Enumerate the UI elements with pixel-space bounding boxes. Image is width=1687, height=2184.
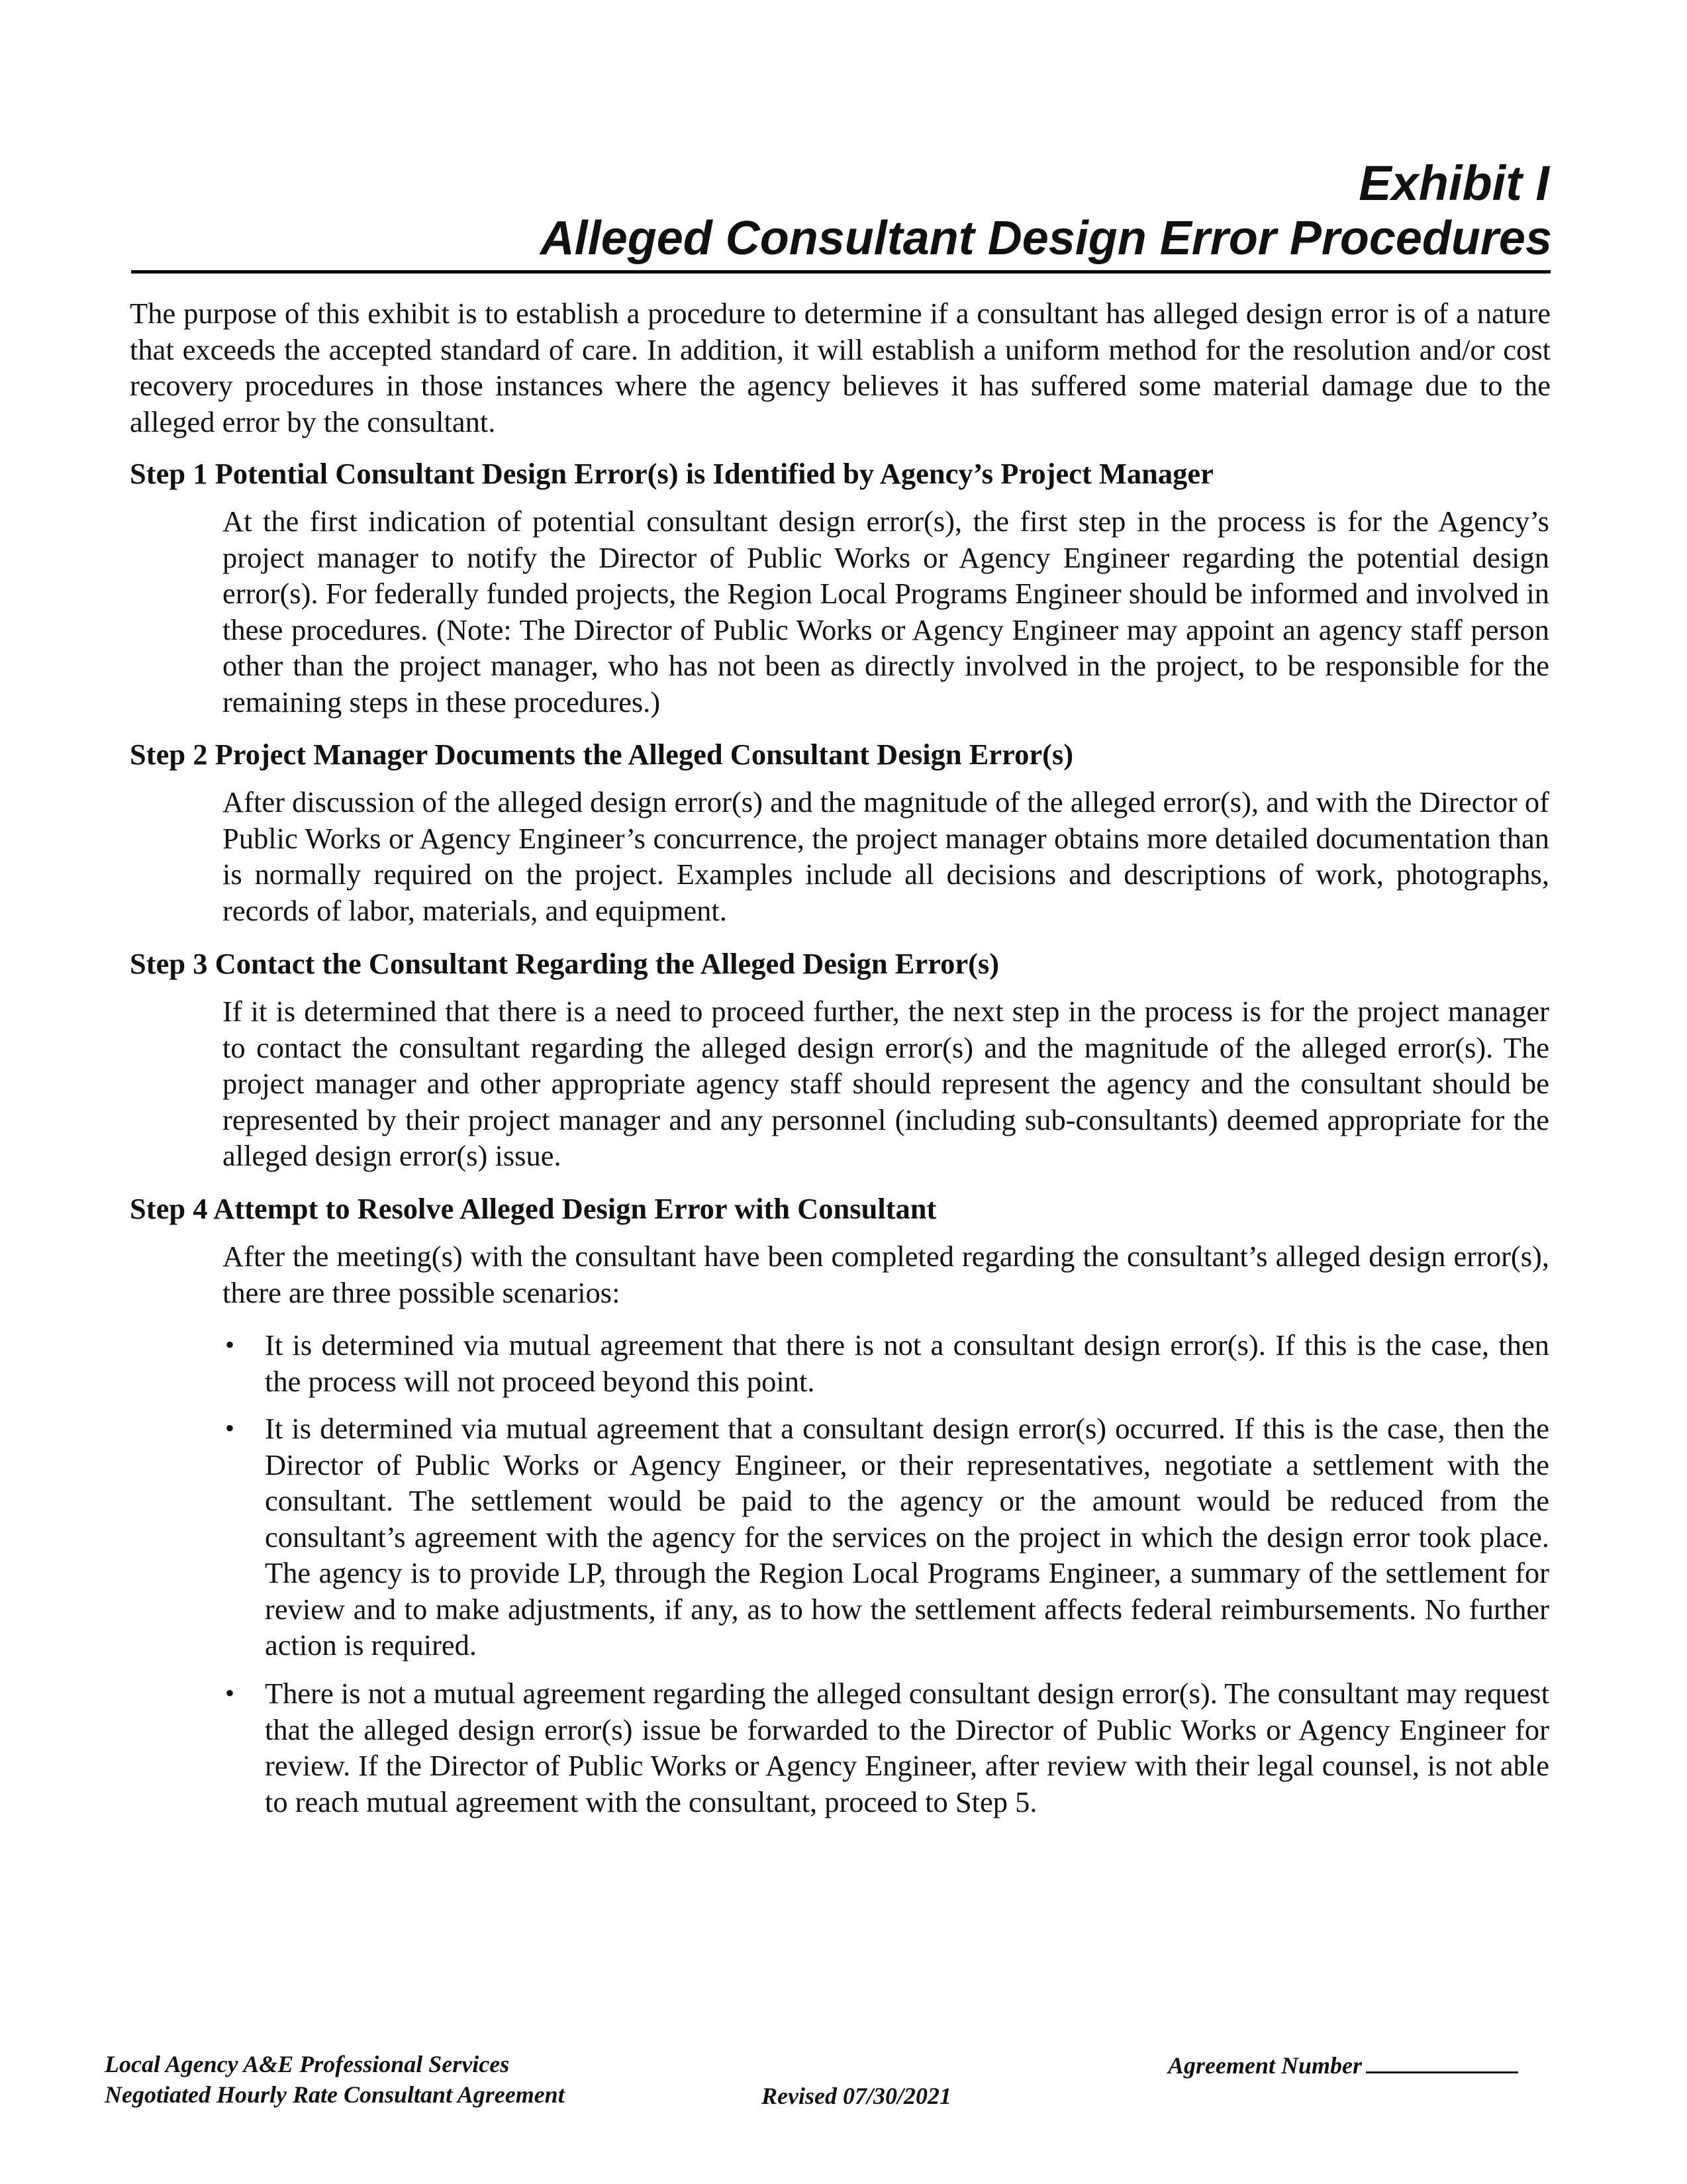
agreement-number-blank[interactable] [1366, 2049, 1518, 2073]
exhibit-subtitle: Alleged Consultant Design Error Procedures [540, 212, 1552, 265]
step-4-heading: Step 4 Attempt to Resolve Alleged Design Error with Consultant [130, 1192, 937, 1225]
bullet-icon: • [225, 1330, 235, 1360]
bullet-icon: • [225, 1678, 235, 1708]
step-4-body: After the meeting(s) with the consultant have been completed regarding the consultant’s alleged design error(s), there are three possible scenarios: [222, 1240, 1549, 1309]
footer-revised-date: Revised 07/30/2021 [761, 2083, 951, 2109]
intro-paragraph: The purpose of this exhibit is to establish a procedure to determine if a consultant has alleged design error is of a nature that exceeds the accepted standard of care. In addition, it will establish a uniform method for the resolution and/or cost recovery procedures in those instances where the agency believes it has suffered some material damage due to the alleged error by the consultant. [130, 297, 1551, 438]
footer-agreement-type [105, 2049, 565, 2110]
scenario-item [222, 1411, 1549, 1663]
scenario-text: It is determined via mutual agreement that a consultant design error(s) occurred. If this is the case, then the Director of Public Works or Agency Engineer, or their representatives, negotiate a settlement with the consultant. The settlement would be paid to the agency or the amount would be reduced from the consultant’s agreement with the agency for the services on the project in which the design error took place. The agency is to provide LP, through the Region Local Programs Engineer, a summary of the settlement for review and to make adjustments, if any, as to how the settlement affects federal reimbursements. No further action is required. [265, 1412, 1549, 1662]
bullet-icon: • [225, 1413, 235, 1443]
footer-line-1: Local Agency A&E Professional Services [105, 2051, 510, 2077]
title-divider [131, 270, 1551, 273]
scenario-item [222, 1675, 1549, 1820]
footer-line-2: Negotiated Hourly Rate Consultant Agreement [105, 2081, 565, 2108]
step-3-heading: Step 3 Contact the Consultant Regarding the Alleged Design Error(s) [130, 947, 1000, 980]
exhibit-title: Exhibit I [1359, 156, 1549, 211]
scenario-item [222, 1327, 1549, 1399]
scenario-text: There is not a mutual agreement regarding the alleged consultant design error(s). The consultant may request that the alleged design error(s) issue be forwarded to the Director of Public Works or Agency Engineer for review. If the Director of Public Works or Agency Engineer, after review with their legal counsel, is not able to reach mutual agreement with the consultant, proceed to Step 5. [265, 1677, 1549, 1818]
step-2-body: After discussion of the alleged design error(s) and the magnitude of the alleged error(s), and with the Director of Public Works or Agency Engineer’s concurrence, the project manager obtains more detailed documentation than is normally required on the project. Examples include all decisions and descriptions of work, photographs, records of labor, materials, and equipment. [222, 785, 1549, 927]
step-1-heading: Step 1 Potential Consultant Design Error(s) is Identified by Agency’s Project Manager [130, 457, 1214, 490]
step-1-body: At the first indication of potential consultant design error(s), the first step in the process is for the Agency’s project manager to notify the Director of Public Works or Agency Engineer regarding the potential design error(s). For federally funded projects, the Region Local Programs Engineer should be informed and involved in these procedures. (Note: The Director of Public Works or Agency Engineer may appoint an agency staff person other than the project manager, who has not been as directly involved in the project, to be responsible for the remaining steps in these procedures.) [222, 505, 1549, 719]
footer-agreement-number [1168, 2049, 1518, 2081]
step-3-body: If it is determined that there is a need to proceed further, the next step in the process is for the project manager to contact the consultant regarding the alleged design error(s) and the magnitude of the alleged error(s). The project manager and other appropriate agency staff should represent the agency and the consultant should be represented by their project manager and any personnel (including sub-consultants) deemed appropriate for the alleged design error(s) issue. [222, 995, 1549, 1172]
agreement-number-label: Agreement Number [1168, 2052, 1362, 2079]
step-2-heading: Step 2 Project Manager Documents the Alleged Consultant Design Error(s) [130, 738, 1074, 771]
scenario-text: It is determined via mutual agreement that there is not a consultant design error(s). If this is the case, then the process will not proceed beyond this point. [265, 1328, 1549, 1398]
